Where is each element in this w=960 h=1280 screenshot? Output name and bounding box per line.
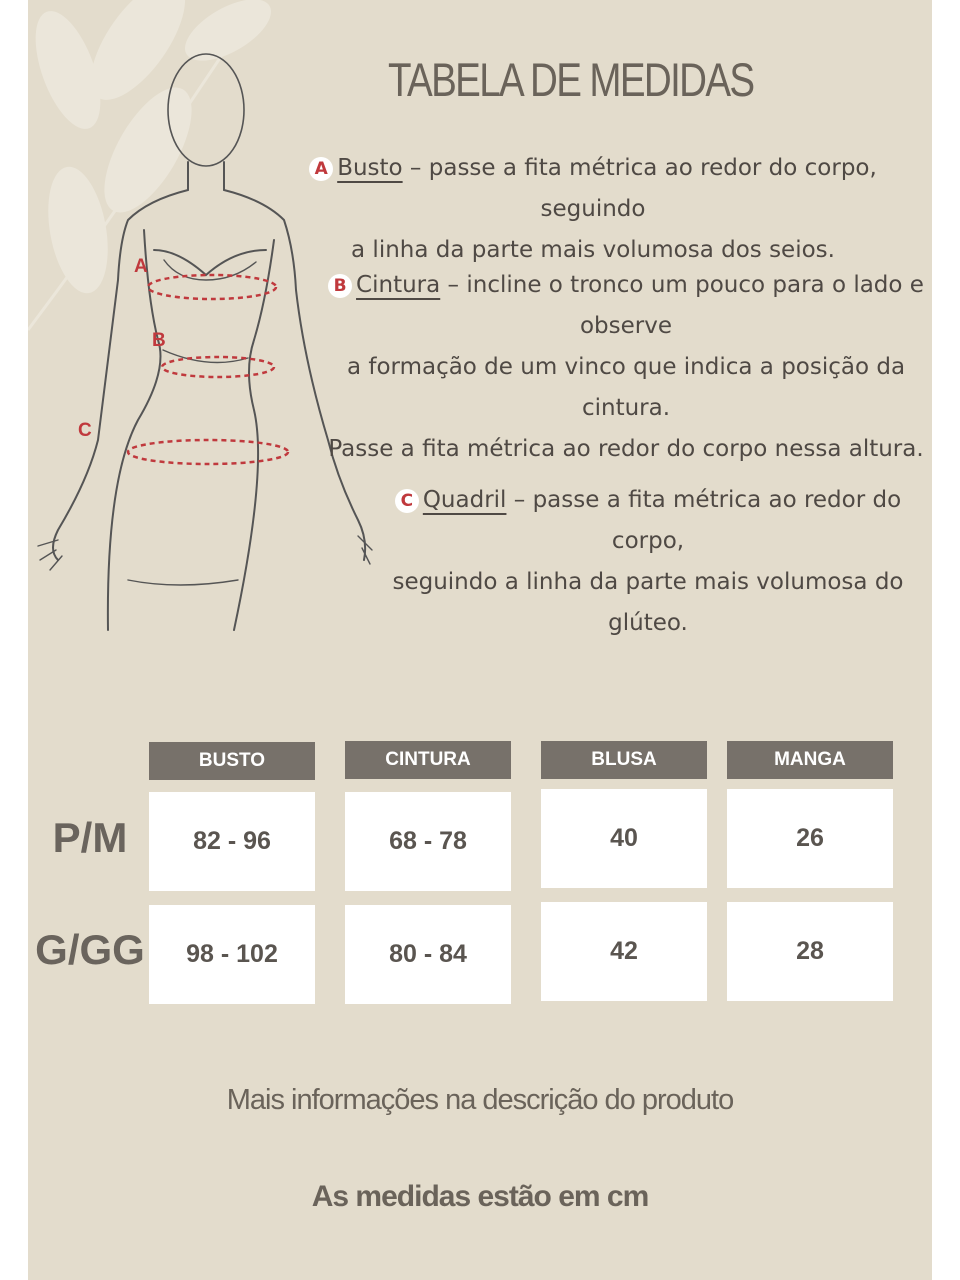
figure-label-a: A <box>134 256 148 277</box>
figure-label-b: B <box>152 330 166 351</box>
cell-pm-blusa: 40 <box>541 789 707 888</box>
badge-a: A <box>309 157 333 181</box>
header-manga: MANGA <box>727 741 893 779</box>
cell-pm-busto: 82 - 96 <box>149 792 315 891</box>
header-busto: BUSTO <box>149 742 315 780</box>
cell-ggg-busto: 98 - 102 <box>149 905 315 1004</box>
cell-pm-cintura: 68 - 78 <box>345 792 511 891</box>
keyword-quadril: Quadril <box>422 487 507 513</box>
figure-label-c: C <box>78 420 92 441</box>
cell-ggg-cintura: 80 - 84 <box>345 905 511 1004</box>
cell-ggg-manga: 28 <box>727 902 893 1001</box>
header-blusa: BLUSA <box>541 741 707 779</box>
cell-ggg-blusa: 42 <box>541 902 707 1001</box>
instruction-cintura: B Cintura – incline o tronco um pouco para o lado e observe a formação de um vinco que indica a posição da cintura. Passe a fita métrica ao redor do corpo nessa altura. <box>328 272 924 462</box>
cell-pm-manga: 26 <box>727 789 893 888</box>
size-chart-page <box>28 0 932 1280</box>
instruction-quadril: C Quadril – passe a fita métrica ao redor do corpo, seguindo a linha da parte mais volumosa do glúteo. <box>392 487 904 636</box>
keyword-cintura: Cintura <box>356 272 441 298</box>
size-label-pm: P/M <box>52 814 128 861</box>
instruction-busto: A Busto – passe a fita métrica ao redor do corpo, seguindo a linha da parte mais volumosa dos seios. <box>278 148 908 271</box>
page-title: TABELA DE MEDIDAS <box>388 53 754 106</box>
badge-c: C <box>395 489 419 513</box>
header-cintura: CINTURA <box>345 741 511 779</box>
badge-b: B <box>328 274 352 298</box>
size-label-ggg: G/GG <box>35 926 145 973</box>
keyword-busto: Busto <box>337 155 403 181</box>
footer-units: As medidas estão em cm <box>311 1180 649 1213</box>
footer-info: Mais informações na descrição do produto <box>226 1084 734 1116</box>
